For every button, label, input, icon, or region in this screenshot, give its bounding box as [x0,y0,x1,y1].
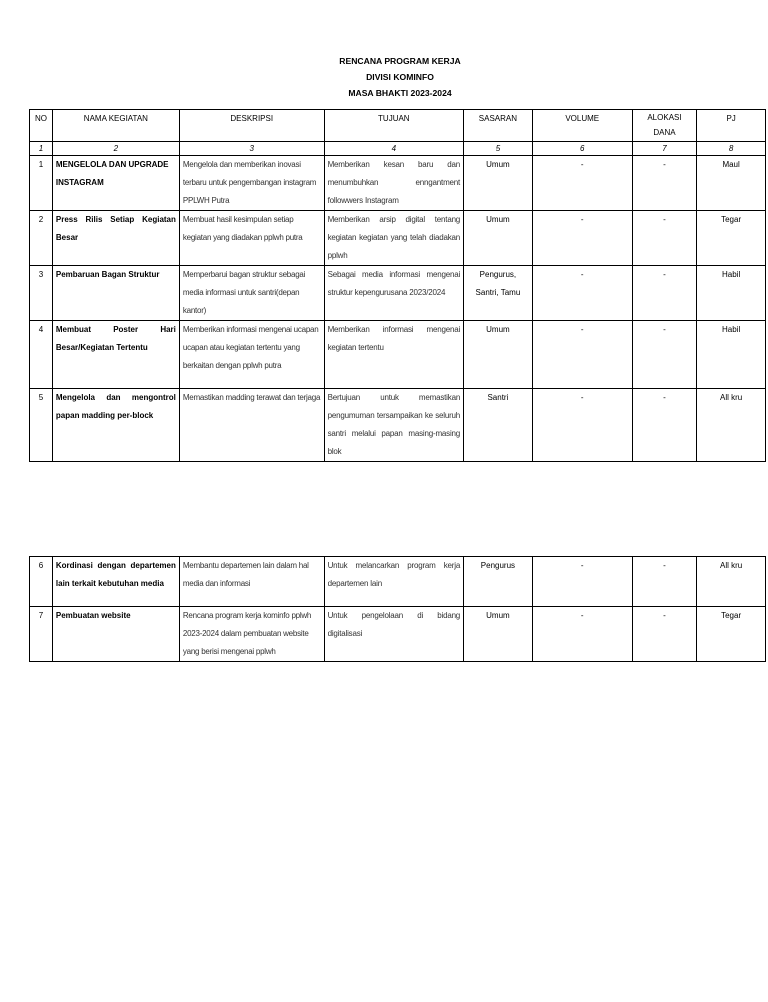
row-pj: Habil [697,321,766,389]
row-alokasi-dana: - [632,557,697,607]
row-nama-kegiatan: Pembuatan website [52,607,179,662]
row-deskripsi: Memperbarui bagan struktur sebagai media informasi untuk santri(depan kantor) [179,266,324,321]
row-nama-kegiatan: Membuat Poster Hari Besar/Kegiatan Tertentu [52,321,179,389]
row-volume: - [532,266,632,321]
column-number: 3 [179,142,324,156]
row-deskripsi: Memastikan madding terawat dan terjaga [179,389,324,462]
header-nama-kegiatan: NAMA KEGIATAN [52,110,179,142]
row-alokasi-dana: - [632,156,697,211]
header-alokasi-dana: ALOKASI DANA [632,110,697,142]
row-tujuan: Untuk melancarkan program kerja departemen lain [324,557,463,607]
row-no: 5 [30,389,53,462]
column-number: 5 [464,142,533,156]
row-no: 1 [30,156,53,211]
row-tujuan: Sebagai media informasi mengenai struktur kepengurusana 2023/2024 [324,266,463,321]
row-alokasi-dana: - [632,321,697,389]
row-alokasi-dana: - [632,607,697,662]
row-sasaran: Umum [464,156,533,211]
row-alokasi-dana: - [632,211,697,266]
row-volume: - [532,211,632,266]
column-number: 6 [532,142,632,156]
row-alokasi-dana: - [632,389,697,462]
row-volume: - [532,607,632,662]
row-tujuan: Untuk pengelolaan di bidang digitalisasi [324,607,463,662]
row-nama-kegiatan: Kordinasi dengan departemen lain terkait kebutuhan media [52,557,179,607]
row-sasaran: Umum [464,607,533,662]
row-pj: All kru [697,389,766,462]
row-no: 4 [30,321,53,389]
row-volume: - [532,389,632,462]
table-row [30,557,766,607]
table-row [30,266,766,321]
row-sasaran: Pengurus [464,557,533,607]
column-number: 1 [30,142,53,156]
column-number: 8 [697,142,766,156]
header-tujuan: TUJUAN [324,110,463,142]
row-pj: Maul [697,156,766,211]
column-number: 4 [324,142,463,156]
row-tujuan: Bertujuan untuk memastikan pengumuman tersampaikan ke seluruh santri melalui papan masing-masing blok [324,389,463,462]
row-volume: - [532,156,632,211]
row-deskripsi: Memberikan informasi mengenai ucapan ucapan atau kegiatan tertentu yang berkaitan dengan pplwh putra [179,321,324,389]
header-row [30,110,766,142]
table-row [30,211,766,266]
row-tujuan: Memberikan informasi mengenai kegiatan tertentu [324,321,463,389]
column-number: 2 [52,142,179,156]
row-nama-kegiatan: Mengelola dan mengontrol papan madding per-block [52,389,179,462]
title-line-1: RENCANA PROGRAM KERJA [339,56,461,66]
row-no: 7 [30,607,53,662]
row-volume: - [532,557,632,607]
row-no: 2 [30,211,53,266]
row-tujuan: Memberikan kesan baru dan menumbuhkan enngantment followwers Instagram [324,156,463,211]
header-sasaran: SASARAN [464,110,533,142]
column-number: 7 [632,142,697,156]
row-sasaran: Santri [464,389,533,462]
table-row [30,321,766,389]
row-volume: - [532,321,632,389]
row-pj: Tegar [697,211,766,266]
program-table-page-section-1 [29,109,766,462]
title-line-3: MASA BHAKTI 2023-2024 [348,88,452,98]
row-deskripsi: Rencana program kerja kominfo pplwh 2023-2024 dalam pembuatan website yang berisi mengenai pplwh [179,607,324,662]
row-tujuan: Memberikan arsip digital tentang kegiatan kegiatan yang telah diadakan pplwh [324,211,463,266]
document-title [0,53,768,101]
row-deskripsi: Mengelola dan memberikan inovasi terbaru untuk pengembangan instagram PPLWH Putra [179,156,324,211]
row-sasaran: Pengurus, Santri, Tamu [464,266,533,321]
row-deskripsi: Membantu departemen lain dalam hal media dan informasi [179,557,324,607]
row-no: 3 [30,266,53,321]
header-volume: VOLUME [532,110,632,142]
row-alokasi-dana: - [632,266,697,321]
row-nama-kegiatan: MENGELOLA DAN UPGRADE INSTAGRAM [52,156,179,211]
header-no: NO [30,110,53,142]
row-pj: Habil [697,266,766,321]
program-table-page-section-2 [29,556,766,662]
table-row [30,389,766,462]
row-pj: All kru [697,557,766,607]
table-row [30,156,766,211]
row-sasaran: Umum [464,321,533,389]
table-row [30,607,766,662]
row-nama-kegiatan: Pembaruan Bagan Struktur [52,266,179,321]
column-number-row [30,142,766,156]
row-nama-kegiatan: Press Rilis Setiap Kegiatan Besar [52,211,179,266]
title-line-2: DIVISI KOMINFO [366,72,434,82]
row-pj: Tegar [697,607,766,662]
header-pj: PJ [697,110,766,142]
row-deskripsi: Membuat hasil kesimpulan setiap kegiatan yang diadakan pplwh putra [179,211,324,266]
row-no: 6 [30,557,53,607]
row-sasaran: Umum [464,211,533,266]
header-deskripsi: DESKRIPSI [179,110,324,142]
